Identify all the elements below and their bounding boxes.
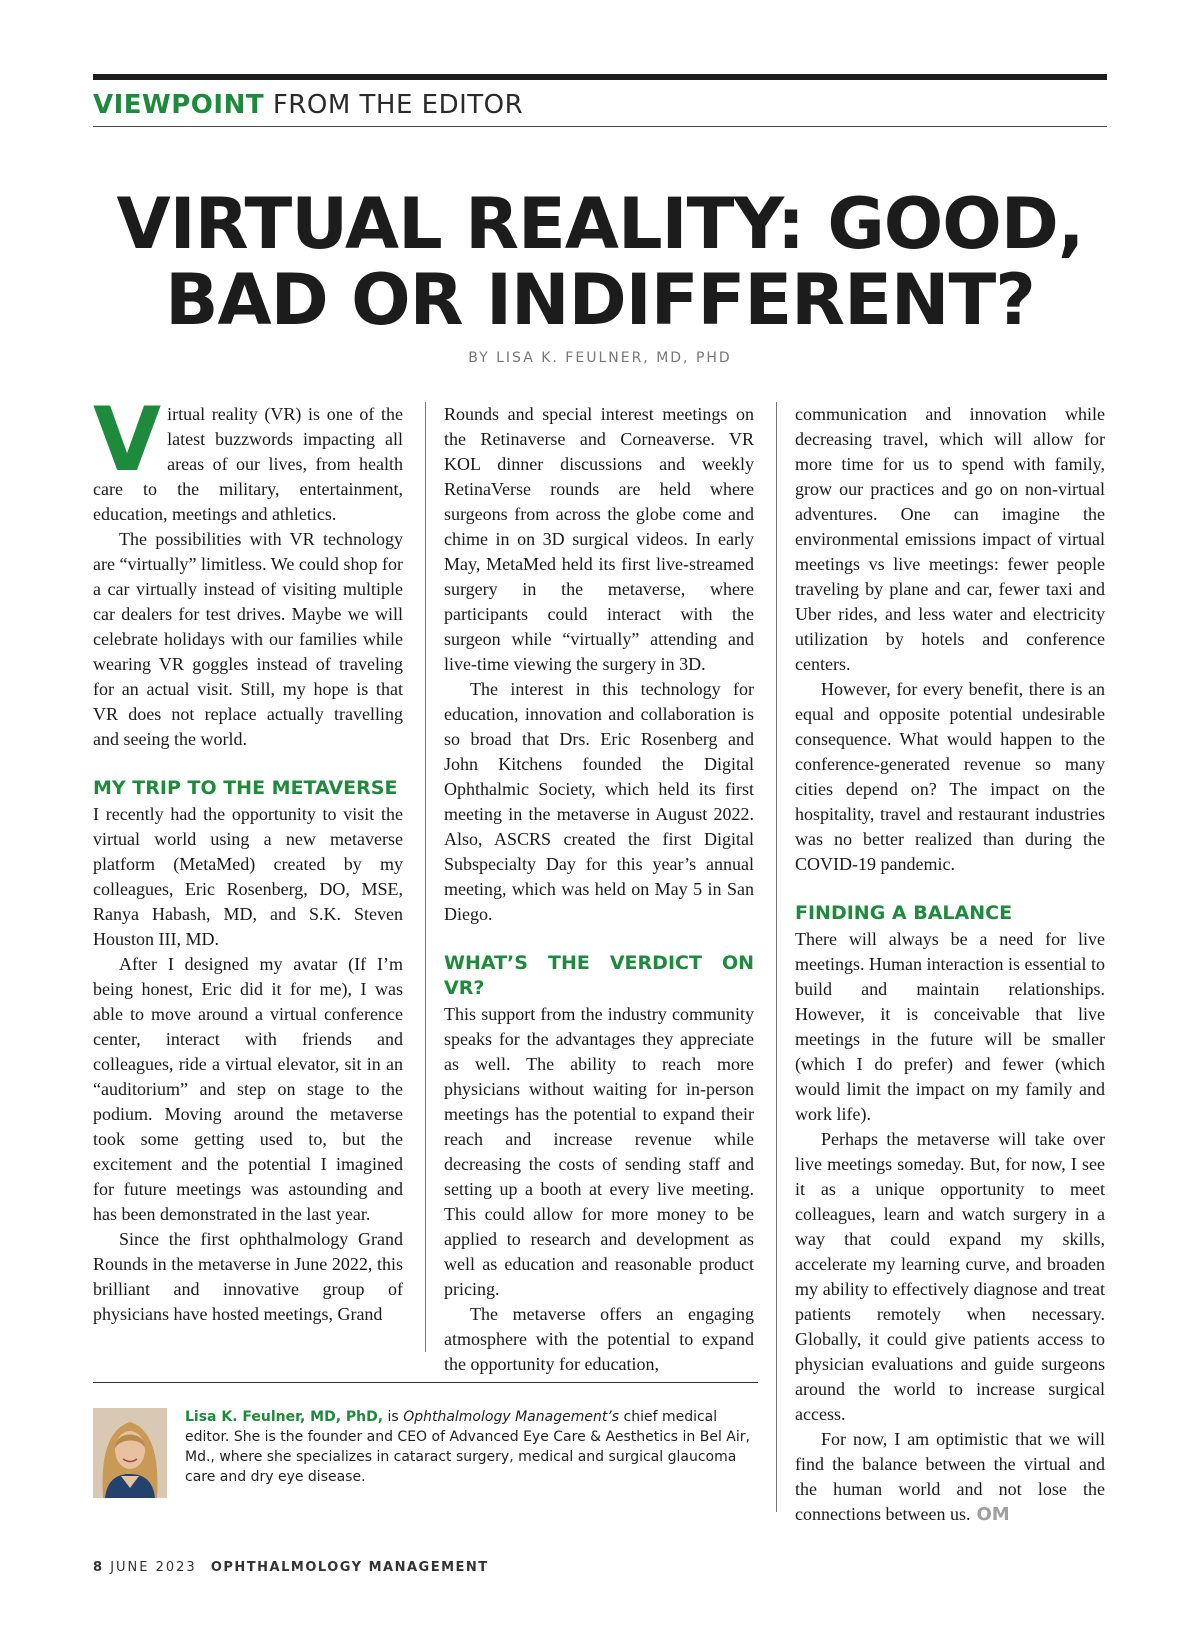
bio-rule [93, 1382, 758, 1383]
bio-text: is [383, 1409, 404, 1425]
subheading: MY TRIP TO THE METAVERSE [93, 777, 398, 799]
header-rule [93, 126, 1107, 127]
column-3 [795, 402, 1105, 1527]
paragraph [795, 1427, 1105, 1527]
paragraph-text: irtual reality (VR) is one of the latest buzzwords impacting all areas of our lives, from health care to the military, entertainment, education, meetings and athletics. [93, 404, 403, 524]
author-portrait-icon [93, 1408, 167, 1498]
subheading: WHAT’S THE VERDICT ON VR? [444, 952, 754, 999]
column-divider [425, 402, 426, 1352]
issue-date: JUNE 2023 [110, 1560, 197, 1575]
page-footer [93, 1560, 489, 1575]
title-line-2: BAD OR INDIFFERENT? [165, 259, 1035, 341]
paragraph: I recently had the opportunity to visit the virtual world using a new metaverse platform (MetaMed) created by my colleagues, Eric Rosenberg, DO, MSE, Ranya Habash, MD, and S.K. Steven Houston III, MD. [93, 804, 403, 949]
section-header [93, 88, 523, 122]
drop-cap: V [93, 388, 162, 491]
paragraph: Perhaps the metaverse will take over live meetings someday. But, for now, I see it as a unique opportunity to meet colleagues, learn and watch surgery in a way that could expand my skills, accelerate my learning curve, and broaden my ability to effectively diagnose and treat patients remotely when necessary. Globally, it could give patients access to physician evaluations and guide surgeons around the world to increase surgical access. [795, 1129, 1105, 1424]
magazine-name: OPHTHALMOLOGY MANAGEMENT [210, 1560, 489, 1575]
paragraph: However, for every benefit, there is an equal and opposite potential undesirable consequence. What would happen to the conference-generated revenue so many cities depend on? The impact on the hospitality, travel and restaurant industries was no better realized than during the COVID-19 pandemic. [795, 679, 1105, 874]
paragraph: The possibilities with VR technology are “virtually” limitless. We could shop for a car virtually instead of visiting multiple car dealers for test drives. Maybe we will celebrate holidays with our families while wearing VR goggles instead of traveling for an actual visit. Still, my hope is that VR does not replace actually travelling and seeing the world. [93, 529, 403, 749]
column-1 [93, 388, 403, 1327]
page-number: 8 [93, 1560, 105, 1575]
publication-name: Ophthalmology Management’s [403, 1409, 620, 1425]
paragraph: There will always be a need for live meetings. Human interaction is essential to build and maintain relationships. However, it is conceivable that live meetings in the future will be smaller (which I do prefer) and fewer (which would limit the impact on my family and work life). [795, 929, 1105, 1124]
paragraph [93, 388, 403, 527]
section-label: FROM THE EDITOR [264, 90, 524, 120]
subheading: FINDING A BALANCE [795, 902, 1013, 924]
paragraph: Rounds and special interest meetings on the Retinaverse and Corneaverse. VR KOL dinner discussions and weekly RetinaVerse rounds are held where surgeons from across the globe come and chime in on 3D surgical videos. In early May, MetaMed held its first live-streamed surgery in the metaverse, where participants could interact with the surgeon while “virtually” attending and live-time viewing the surgery in 3D. [444, 404, 754, 674]
author-bio [185, 1407, 755, 1487]
end-mark: OM [976, 1504, 1010, 1525]
section-keyword: VIEWPOINT [93, 90, 265, 120]
author-name: Lisa K. Feulner, MD, PhD, [185, 1409, 384, 1425]
paragraph-text: For now, I am optimistic that we will find the balance between the virtual and the human world and not lose the connections between us. [795, 1429, 1105, 1524]
article-title [60, 183, 1140, 341]
paragraph: This support from the industry community speaks for the advantages they appreciate as well. The ability to reach more physicians without waiting for in-person meetings has the potential to expand their reach and increase revenue while decreasing the costs of sending staff and setting up a booth at every live meeting. This could allow for more money to be applied to research and development as well as education and reasonable product pricing. [444, 1004, 754, 1299]
column-divider [776, 402, 777, 1512]
top-rule [93, 74, 1107, 80]
paragraph: communication and innovation while decreasing travel, which will allow for more time for us to spend with family, grow our practices and go on non-virtual adventures. One can imagine the environmental emissions impact of virtual meetings vs live meetings: fewer people traveling by plane and car, fewer taxi and Uber rides, and less water and electricity utilization by hotels and conference centers. [795, 404, 1105, 674]
column-2 [444, 402, 754, 1377]
bio-text: chief medical editor. She is the founder and CEO of Advanced Eye Care & Aesthetics in Bel Air, Md., where she specializes in cataract surgery, medical and surgical glaucoma care and dry eye disease. [185, 1409, 750, 1485]
paragraph: Since the first ophthalmology Grand Rounds in the metaverse in June 2022, this brilliant and innovative group of physicians have hosted meetings, Grand [93, 1229, 403, 1324]
author-photo [93, 1408, 167, 1498]
paragraph: The metaverse offers an engaging atmosphere with the potential to expand the opportunity for education, [444, 1304, 754, 1374]
paragraph: After I designed my avatar (If I’m being honest, Eric did it for me), I was able to move around a virtual conference center, interact with friends and colleagues, ride a virtual elevator, sit in an “auditorium” and step on stage to the podium. Moving around the metaverse took some getting used to, but the excitement and the potential I imagined for future meetings was astounding and has been demonstrated in the last year. [93, 954, 403, 1224]
byline: BY LISA K. FEULNER, MD, PHD [468, 350, 732, 366]
title-line-1: VIRTUAL REALITY: GOOD, [116, 183, 1084, 265]
paragraph: The interest in this technology for education, innovation and collaboration is so broad that Drs. Eric Rosenberg and John Kitchens founded the Digital Ophthalmic Society, which held its first meeting in the metaverse in August 2022. Also, ASCRS created the first Digital Subspecialty Day for this year’s annual meeting, which was held on May 5 in San Diego. [444, 679, 754, 924]
